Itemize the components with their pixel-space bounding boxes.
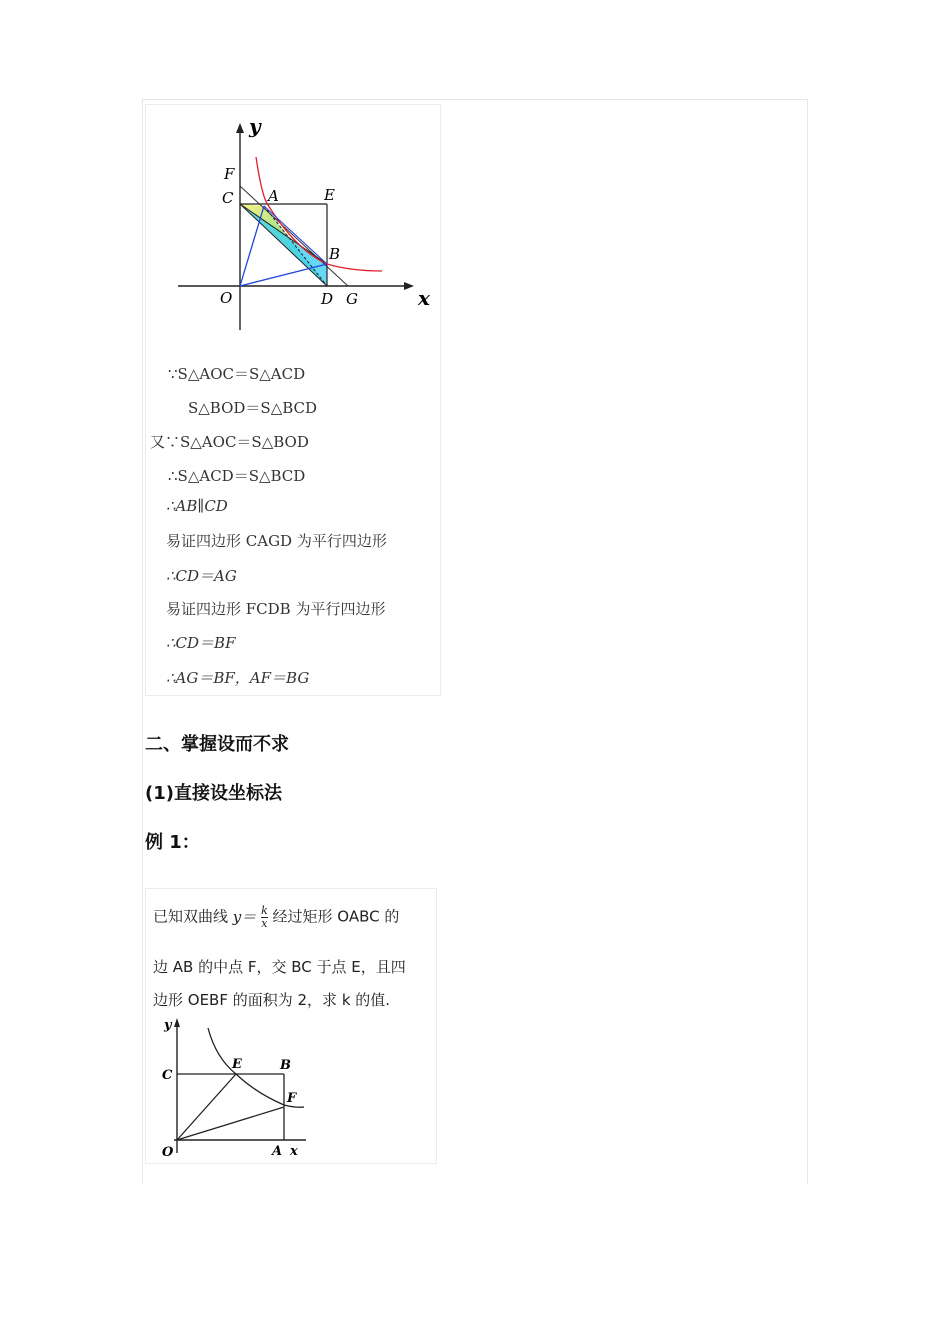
- label-E: E: [232, 1057, 242, 1072]
- coordinate-figure-1: [146, 105, 440, 345]
- label-y: y: [249, 114, 261, 138]
- proof-line-6: 易证四边形 CAGD 为平行四边形: [166, 532, 387, 550]
- example-label: 例 1：: [145, 832, 200, 853]
- coordinate-figure-2: [146, 1013, 436, 1163]
- segment-CD: [240, 204, 327, 286]
- page-frame-right: [807, 99, 808, 1184]
- y-axis-arrow: [236, 123, 244, 133]
- label-F: F: [224, 165, 235, 183]
- label-O: O: [220, 289, 233, 307]
- label-G: G: [346, 290, 358, 308]
- label-y: y: [164, 1018, 172, 1033]
- label-x: x: [290, 1144, 298, 1159]
- proof-line-8: 易证四边形 FCDB 为平行四边形: [166, 600, 386, 618]
- label-F: F: [287, 1091, 297, 1106]
- label-B: B: [329, 245, 341, 263]
- label-C: C: [162, 1068, 173, 1083]
- x-axis-arrow: [404, 282, 414, 290]
- label-x: x: [418, 286, 430, 310]
- proof-line-10: ∴AG＝BF，AF＝BG: [166, 669, 310, 687]
- page-frame-top: [142, 99, 808, 100]
- label-A: A: [272, 1144, 283, 1159]
- y-axis-arrow: [174, 1018, 180, 1027]
- proof-line-1: ∵S△AOC＝S△ACD: [168, 365, 306, 383]
- segment-OF: [177, 1107, 284, 1140]
- proof-line-7: ∴CD＝AG: [166, 567, 237, 585]
- section-subtitle: (1)直接设坐标法: [145, 783, 282, 804]
- label-E: E: [324, 186, 335, 204]
- label-O: O: [162, 1145, 174, 1160]
- proof-line-3: 又∵S△AOC＝S△BOD: [150, 433, 309, 451]
- formula-denominator: x: [261, 917, 268, 930]
- example-line-1-pre: 已知双曲线: [153, 907, 229, 926]
- example-panel: [145, 888, 437, 1164]
- proof-line-2: S△BOD＝S△BCD: [188, 399, 318, 417]
- example-line-1: [153, 905, 399, 930]
- formula: y＝ $\frac{k}{x}$: [232, 904, 268, 930]
- segment-AD-dashed: [264, 206, 327, 286]
- segment-OE: [177, 1074, 236, 1140]
- segment-OB: [240, 264, 327, 286]
- label-B: B: [280, 1058, 291, 1073]
- example-line-2: 边 AB 的中点 F，交 BC 于点 E，且四: [153, 958, 406, 976]
- segment-CB: [240, 204, 327, 264]
- example-line-1-post: 经过矩形 OABC 的: [272, 907, 400, 926]
- label-D: D: [321, 290, 334, 308]
- proof-panel: [145, 104, 441, 696]
- label-C: C: [222, 189, 234, 207]
- proof-line-4: ∴S△ACD＝S△BCD: [168, 467, 306, 485]
- example-line-3: 边形 OEBF 的面积为 2，求 k 的值.: [153, 991, 391, 1009]
- label-A: A: [268, 187, 279, 205]
- proof-line-9: ∴CD＝BF: [166, 634, 236, 652]
- page-frame-left: [142, 99, 143, 1184]
- proof-line-5: ∴AB∥CD: [166, 497, 228, 515]
- hyperbola-curve: [256, 157, 382, 271]
- segment-OA: [240, 206, 264, 286]
- section-title: 二、掌握设而不求: [145, 734, 289, 755]
- formula-numerator: k: [261, 904, 268, 917]
